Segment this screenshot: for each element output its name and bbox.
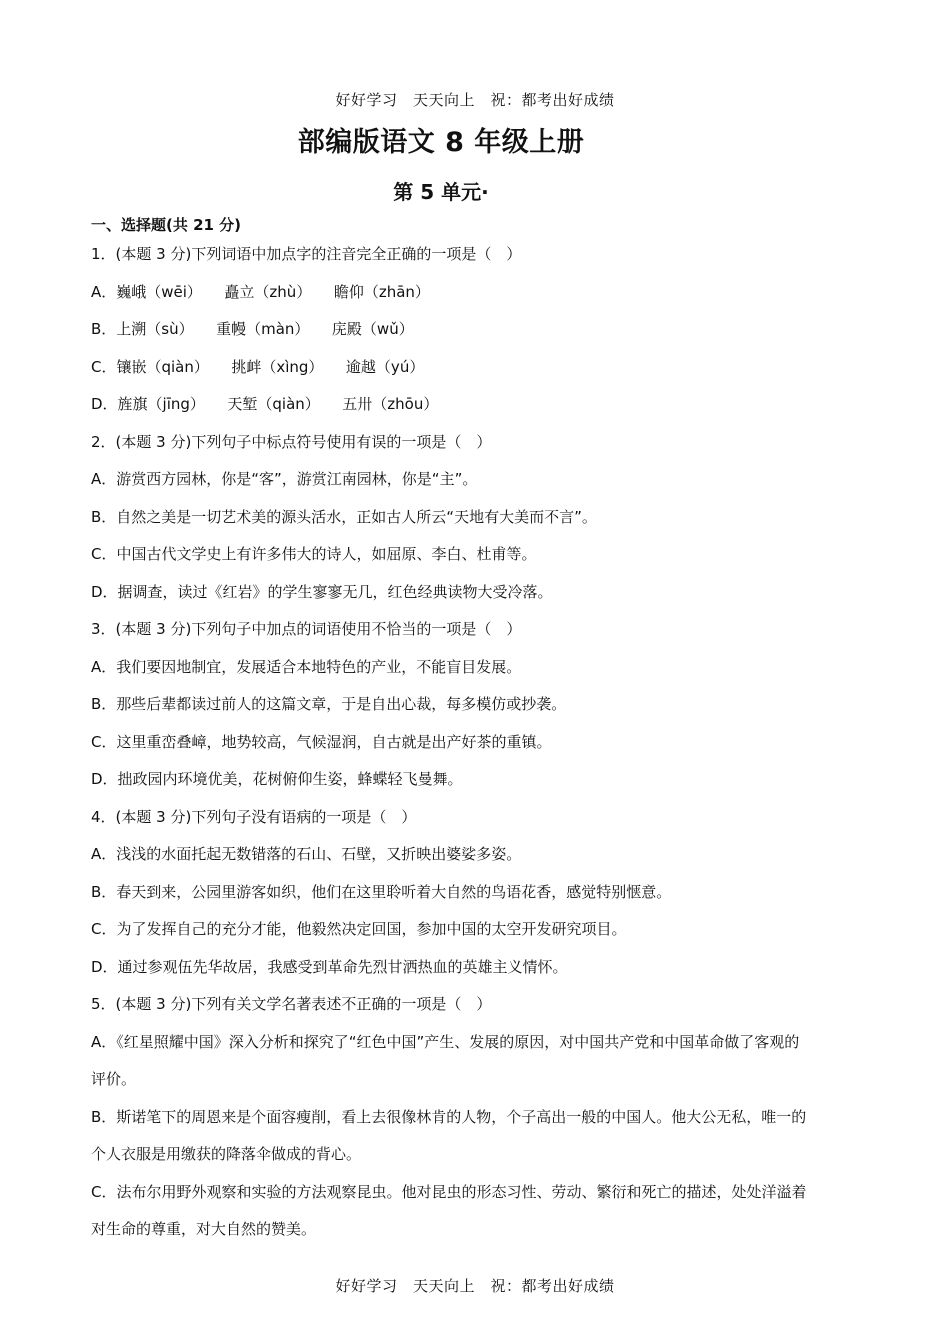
option-1a: A．巍峨（wēi） 矗立（zhù） 瞻仰（zhān） bbox=[91, 282, 430, 301]
page-footer: 好好学习 天天向上 祝：都考出好成绩 bbox=[335, 1277, 615, 1295]
unit-heading: 第 5 单元· bbox=[393, 180, 489, 204]
page-header: 好好学习 天天向上 祝：都考出好成绩 bbox=[335, 91, 615, 109]
option-1c: C．镶嵌（qiàn） 挑衅（xìng） 逾越（yú） bbox=[91, 357, 425, 376]
option-4a: A．浅浅的水面托起无数错落的石山、石壁，又折映出婆娑多姿。 bbox=[91, 845, 522, 863]
option-5b: B．斯诺笔下的周恩来是个面容瘦削，看上去很像林肯的人物，个子高出一般的中国人。他大公无私，唯一的个人衣服是用缴获的降落伞做成的背心。 bbox=[91, 1107, 807, 1163]
document-title: 部编版语文 8 年级上册 bbox=[297, 127, 585, 158]
question-2: 2．(本题 3 分)下列句子中标点符号使用有误的一项是（ ） bbox=[91, 432, 492, 451]
option-2c: C．中国古代文学史上有许多伟大的诗人，如屈原、李白、杜甫等。 bbox=[91, 545, 537, 563]
question-3: 3．(本题 3 分)下列句子中加点的词语使用不恰当的一项是（ ） bbox=[91, 620, 522, 638]
question-1: 1．(本题 3 分)下列词语中加点字的注音完全正确的一项是（ ） bbox=[91, 245, 522, 263]
option-1d: D．旌旗（jīng） 天堑（qiàn） 五卅（zhōu） bbox=[91, 395, 439, 413]
option-5a: A．《红星照耀中国》深入分析和探究了“红色中国”产生、发展的原因，对中国共产党和中国革命做了客观的评价。 bbox=[91, 1032, 800, 1088]
option-4d: D．通过参观伍先华故居，我感受到革命先烈甘洒热血的英雄主义情怀。 bbox=[91, 957, 568, 976]
option-1b: B．上溯（sù） 重幔（màn） 庑殿（wǔ） bbox=[91, 320, 414, 338]
option-3a: A．我们要因地制宜，发展适合本地特色的产业，不能盲目发展。 bbox=[91, 657, 522, 676]
question-body bbox=[91, 214, 811, 1249]
option-3b: B．那些后辈都读过前人的这篇文章，于是自出心裁，每多模仿或抄袭。 bbox=[91, 695, 567, 713]
option-3d: D．拙政园内环境优美，花树俯仰生姿，蜂蝶轻飞曼舞。 bbox=[91, 770, 463, 788]
option-2d: D．据调查，读过《红岩》的学生寥寥无几，红色经典读物大受冷落。 bbox=[91, 582, 553, 601]
question-5: 5．(本题 3 分)下列有关文学名著表述不正确的一项是（ ） bbox=[91, 995, 492, 1013]
option-2b: B．自然之美是一切艺术美的源头活水，正如古人所云“天地有大美而不言”。 bbox=[91, 507, 597, 526]
option-5c: C．法布尔用野外观察和实验的方法观察昆虫。他对昆虫的形态习性、劳动、繁衍和死亡的描述，处处洋溢着对生命的尊重，对大自然的赞美。 bbox=[91, 1182, 807, 1238]
option-4b: B．春天到来，公园里游客如织，他们在这里聆听着大自然的鸟语花香，感觉特别惬意。 bbox=[91, 882, 672, 901]
option-4c: C．为了发挥自己的充分才能，他毅然决定回国，参加中国的太空开发研究项目。 bbox=[91, 920, 627, 938]
question-4: 4．(本题 3 分)下列句子没有语病的一项是（ ） bbox=[91, 807, 417, 826]
option-3c: C．这里重峦叠嶂，地势较高，气候湿润，自古就是出产好茶的重镇。 bbox=[91, 732, 552, 751]
option-2a: A．游赏西方园林，你是“客”，游赏江南园林，你是“主”。 bbox=[91, 470, 478, 488]
section-heading: 一、选择题(共 21 分) bbox=[91, 216, 242, 234]
